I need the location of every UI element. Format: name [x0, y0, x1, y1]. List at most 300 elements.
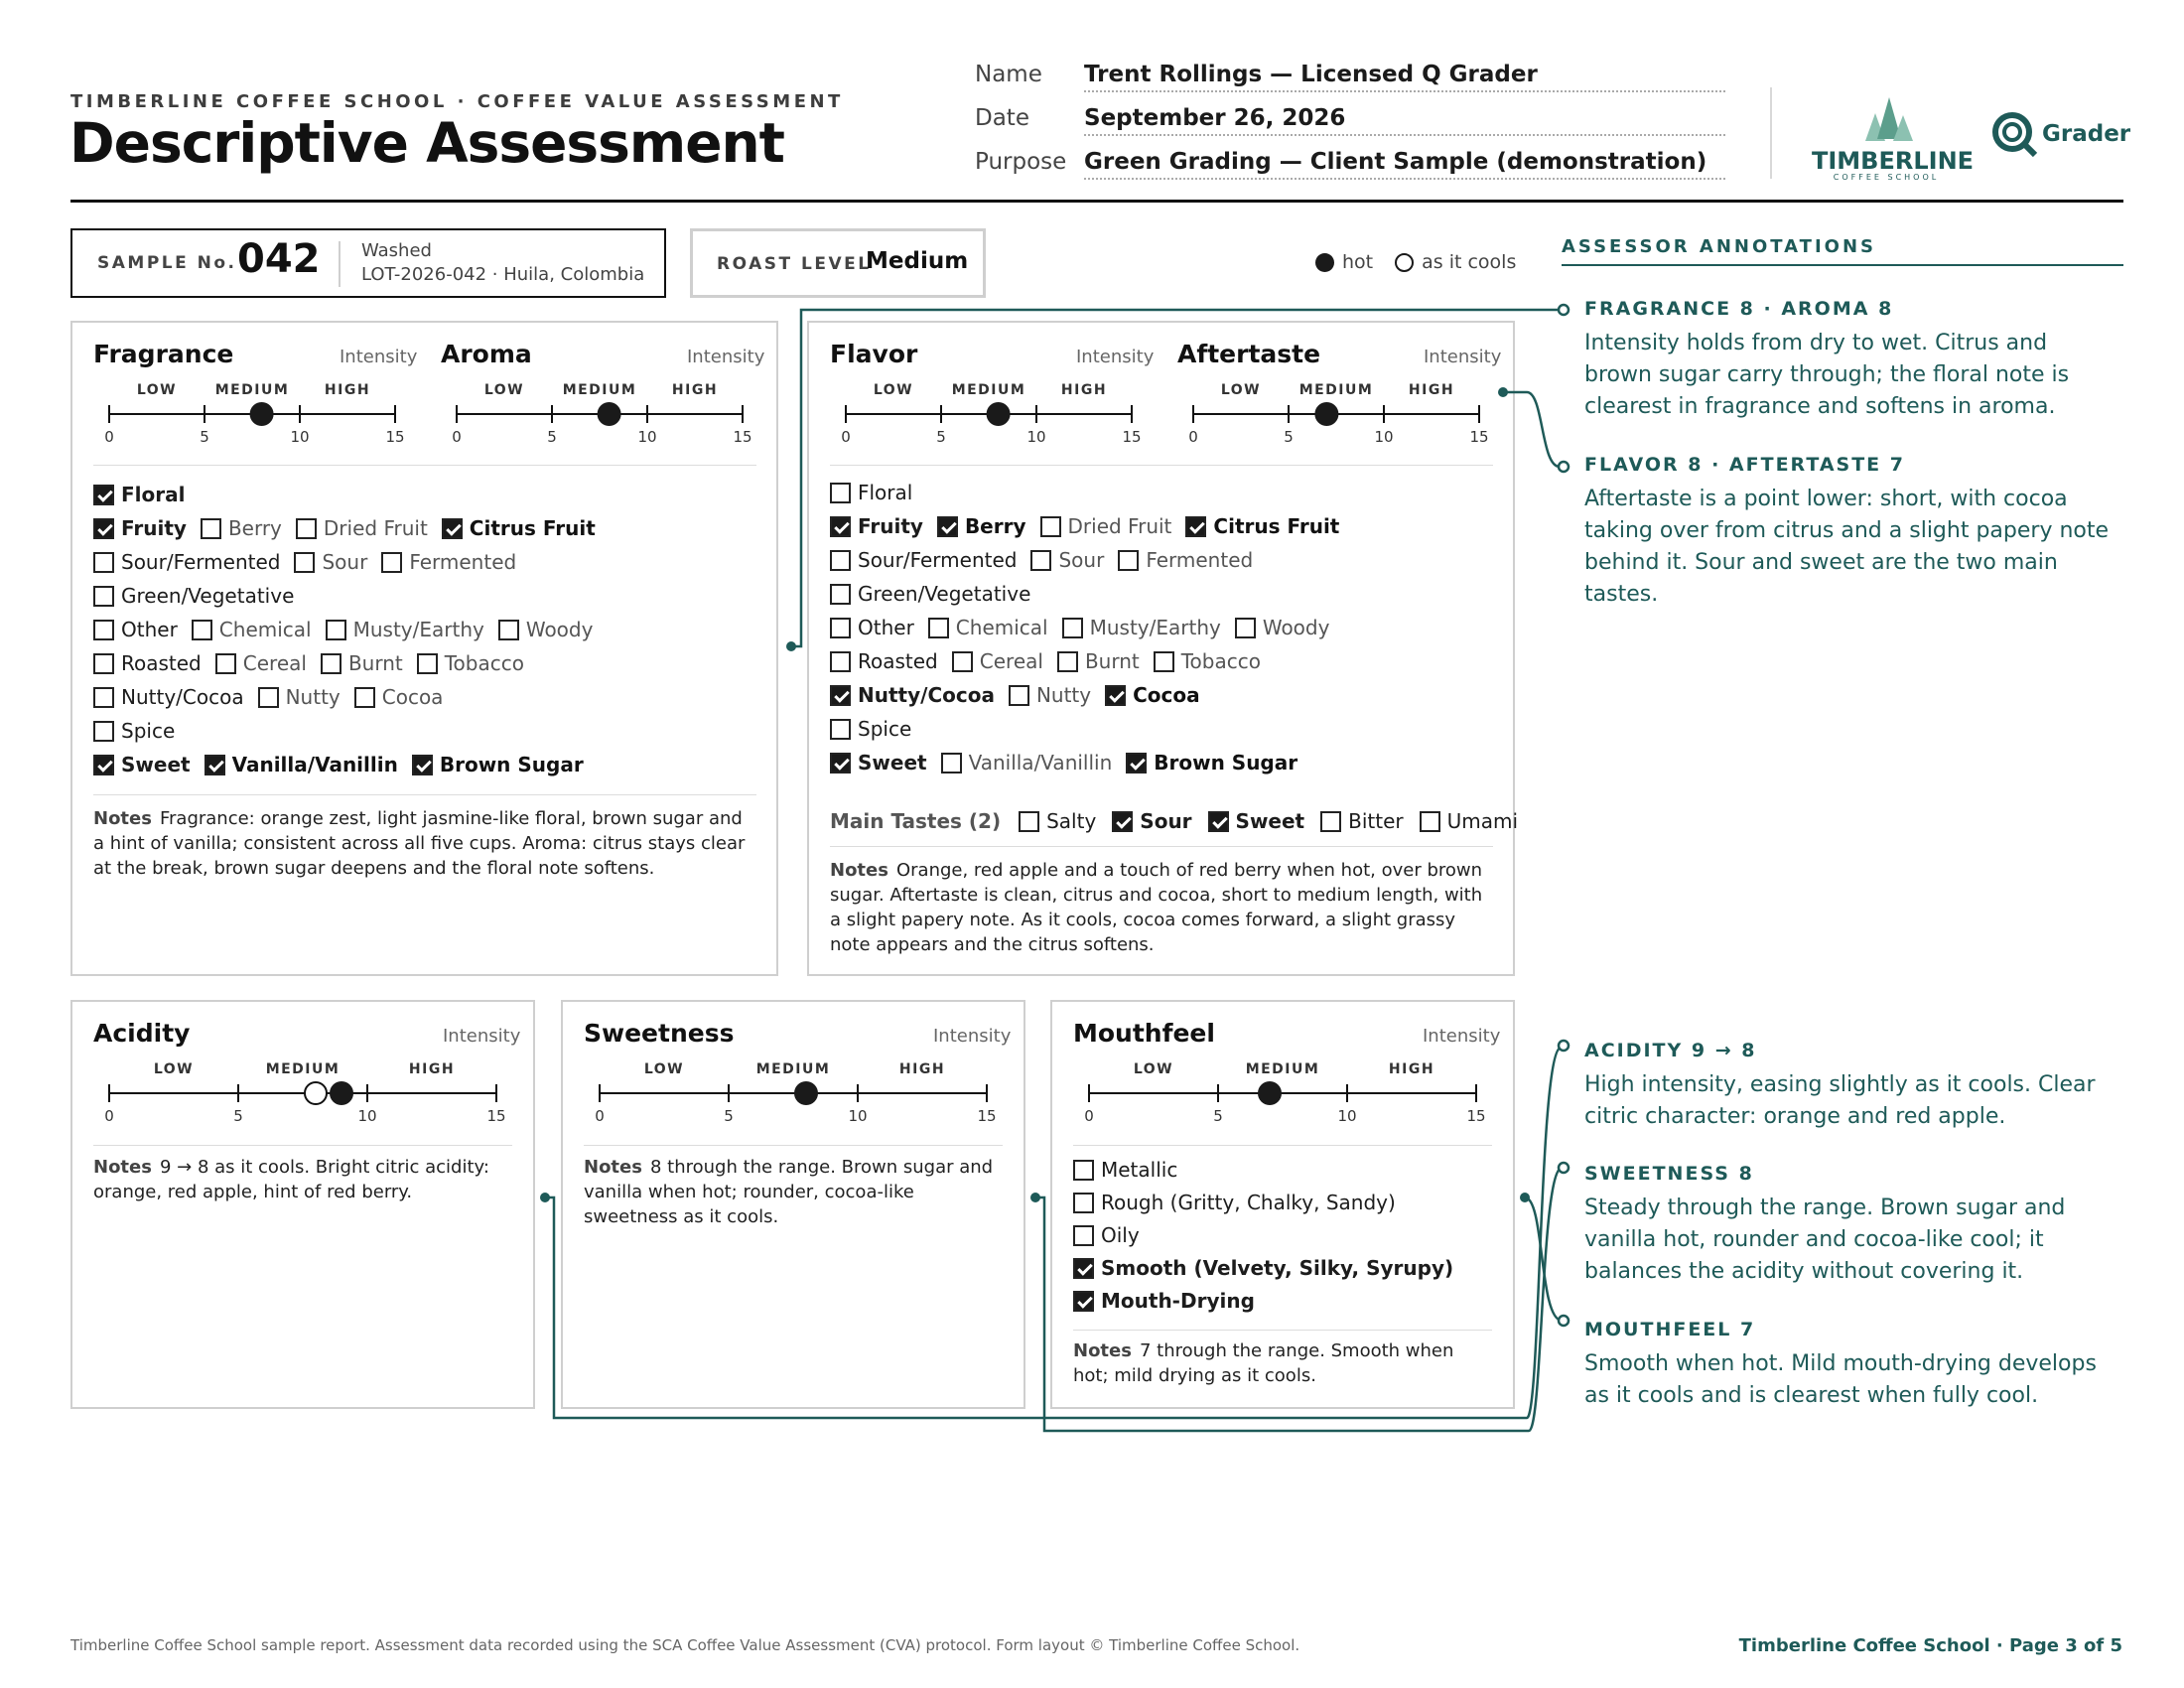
checkbox-label: Smooth (Velvety, Silky, Syrupy): [1101, 1256, 1454, 1280]
checkbox-label: Green/Vegetative: [858, 582, 1031, 606]
checkbox-label: Roasted: [858, 649, 938, 673]
annotations-rule: [1562, 264, 2123, 266]
intensity-label: Intensity: [1423, 1026, 1501, 1047]
fa-attr-roasted[interactable]: [93, 648, 202, 678]
tick-label: 10: [1026, 428, 1046, 446]
header-divider: [1770, 87, 1772, 179]
checkbox-label: Bitter: [1348, 809, 1404, 833]
checkbox-label: Vanilla/Vanillin: [968, 751, 1113, 774]
meta-value[interactable]: Green Grading — Client Sample (demonstration): [1084, 149, 1725, 180]
divider: [1073, 1145, 1492, 1146]
annotation-body: High intensity, easing slightly as it cools. Clear citric character: orange and red apple.: [1584, 1072, 2096, 1129]
checkbox-label: Sour/Fermented: [121, 550, 281, 574]
flavor-title: Flavor: [830, 340, 918, 368]
hot-marker: [250, 402, 274, 426]
checkbox-label: Green/Vegetative: [121, 584, 295, 608]
checkbox-label: Dried Fruit: [1067, 514, 1172, 538]
attribute-row: [830, 680, 1339, 710]
checkbox-label: Mouth-Drying: [1101, 1289, 1255, 1313]
intensity-label: Intensity: [687, 347, 765, 367]
band-label-medium: MEDIUM: [214, 382, 290, 398]
fa-attr-sour[interactable]: [294, 547, 367, 577]
checkbox-label: Umami: [1446, 809, 1519, 833]
fa-attr-sour-fermented[interactable]: [93, 547, 280, 577]
annotation-title: MOUTHFEEL 7: [1584, 1319, 1756, 1340]
meta-date-row: [975, 99, 1725, 141]
tick-label: 0: [452, 428, 462, 446]
band-label-low: LOW: [136, 382, 178, 398]
flavor-attr-woody[interactable]: [1235, 613, 1330, 642]
notes-text: 8 through the range. Brown sugar and vanilla when hot; rounder, cocoa-like sweetness as it cools.: [584, 1157, 994, 1227]
checkbox-icon[interactable]: [294, 552, 315, 573]
annotation-title: ACIDITY 9 → 8: [1584, 1040, 1757, 1061]
tick-label: 0: [841, 428, 851, 446]
checkbox-icon[interactable]: [1320, 811, 1341, 832]
sweetness-notes: [584, 1155, 1003, 1229]
scale-svg: [841, 374, 1152, 446]
band-label-medium: MEDIUM: [951, 382, 1026, 398]
checkbox-label: Cereal: [979, 649, 1043, 673]
flavor-attr-tobacco[interactable]: [1154, 646, 1261, 676]
fa-attr-berry[interactable]: [201, 513, 282, 543]
checkbox-label: Brown Sugar: [439, 753, 584, 776]
tick-label: 5: [1213, 1107, 1223, 1125]
attribute-row: [830, 478, 1339, 507]
checkbox-icon[interactable]: [417, 653, 438, 674]
aroma-intensity-scale: [452, 374, 752, 450]
tick-label: 15: [385, 428, 405, 446]
band-label-medium: MEDIUM: [1298, 382, 1374, 398]
checked-box-icon[interactable]: [93, 485, 114, 505]
tick-label: 10: [290, 428, 310, 446]
checkbox-icon[interactable]: [296, 518, 317, 539]
checkbox-label: Tobacco: [444, 651, 524, 675]
checkbox-icon[interactable]: [93, 552, 114, 573]
tick-label: 15: [486, 1107, 506, 1125]
checkbox-icon[interactable]: [830, 651, 851, 672]
checkbox-label: Sweet: [121, 753, 191, 776]
checkbox-label: Brown Sugar: [1154, 751, 1298, 774]
sample-divider: [339, 241, 341, 287]
notes-text: Fragrance: orange zest, light jasmine-like floral, brown sugar and a hint of vanilla; consistent across all five cups. Aroma: citrus stays clear at the break, brown sugar deepens and the floral note softens.: [93, 808, 746, 879]
band-label-high: HIGH: [671, 382, 719, 398]
flavor-attr-fermented[interactable]: [1118, 545, 1253, 575]
fa-attr-nutty[interactable]: [258, 682, 341, 712]
checkbox-label: Woody: [525, 618, 594, 641]
mouthfeel-attr-smooth[interactable]: [1073, 1253, 1453, 1283]
checkbox-icon[interactable]: [830, 618, 851, 638]
divider: [1073, 1330, 1492, 1331]
taste-umami[interactable]: [1420, 806, 1518, 836]
annotation-body: Intensity holds from dry to wet. Citrus and brown sugar carry through; the floral note is clearest in fragrance and softens in aroma.: [1584, 331, 2070, 419]
checkbox-icon[interactable]: [830, 584, 851, 605]
tick-label: 0: [104, 428, 114, 446]
fa-attr-fermented[interactable]: [381, 547, 516, 577]
tick-label: 15: [1469, 428, 1489, 446]
fa-attr-vanilla-vanillin[interactable]: [205, 750, 398, 779]
tick-label: 5: [724, 1107, 734, 1125]
mouthfeel-title: Mouthfeel: [1073, 1019, 1215, 1048]
flavor-attr-fruity[interactable]: [830, 511, 923, 541]
annotation-body: Aftertaste is a point lower: short, with cocoa taking over from citrus and a slight papery note behind it. Sour and sweet are the two main tastes.: [1584, 487, 2110, 607]
checkbox-icon[interactable]: [258, 687, 279, 708]
checked-box-icon[interactable]: [830, 685, 851, 706]
mouthfeel-intensity-scale: [1084, 1054, 1486, 1129]
meta-name-row: [975, 56, 1725, 97]
tick-label: 5: [936, 428, 946, 446]
tick-label: 15: [1122, 428, 1142, 446]
checkbox-label: Fermented: [1146, 548, 1254, 572]
anchor-ring-icon: [1559, 1041, 1569, 1051]
fa-attr-green-vegetative[interactable]: [93, 581, 294, 611]
checkbox-icon[interactable]: [928, 618, 949, 638]
flavor-attr-dried-fruit[interactable]: [1040, 511, 1172, 541]
anchor-ring-icon: [1559, 462, 1569, 472]
checkbox-icon[interactable]: [354, 687, 375, 708]
fa-attr-woody[interactable]: [498, 615, 594, 644]
checkbox-icon[interactable]: [952, 651, 973, 672]
tick-label: 5: [547, 428, 557, 446]
checkbox-icon[interactable]: [1062, 618, 1083, 638]
checked-box-icon[interactable]: [1073, 1258, 1094, 1279]
fragrance-aroma-attributes: [93, 480, 596, 783]
attribute-row: [830, 511, 1339, 541]
fa-attr-nutty-cocoa[interactable]: [93, 682, 244, 712]
fragrance-intensity-scale: [104, 374, 405, 450]
checkbox-icon[interactable]: [498, 620, 519, 640]
anchor-dot-icon: [1030, 1193, 1040, 1202]
checkbox-icon[interactable]: [1009, 685, 1029, 706]
flavor-attr-citrus-fruit[interactable]: [1185, 511, 1339, 541]
fa-attr-spice[interactable]: [93, 716, 175, 746]
checkbox-label: Fermented: [409, 550, 517, 574]
scale-svg: [104, 1054, 516, 1125]
checked-box-icon[interactable]: [1112, 811, 1133, 832]
checked-box-icon[interactable]: [412, 755, 433, 775]
fa-attr-floral[interactable]: [93, 480, 185, 509]
intensity-label: Intensity: [1424, 347, 1502, 367]
divider: [93, 1145, 512, 1146]
checkbox-icon[interactable]: [93, 721, 114, 742]
main-tastes-label: Main Tastes (2): [830, 809, 1002, 833]
attribute-row: [1073, 1286, 1453, 1316]
checkbox-icon[interactable]: [326, 620, 346, 640]
footer-page-number: Timberline Coffee School · Page 3 of 5: [1738, 1635, 2122, 1656]
attribute-row: [830, 748, 1339, 777]
footer-disclaimer: Timberline Coffee School sample report. Assessment data recorded using the SCA Coffee Value Assessment (CVA) protocol. Form layout © Timberline Coffee School.: [70, 1636, 1300, 1654]
q-grader-icon: [1990, 109, 2040, 159]
acidity-intensity-scale: [104, 1054, 506, 1129]
checkbox-label: Metallic: [1101, 1158, 1178, 1182]
checkbox-icon[interactable]: [93, 687, 114, 708]
meta-value[interactable]: September 26, 2026: [1084, 105, 1725, 136]
attribute-row: [93, 547, 596, 577]
annotation-body: Steady through the range. Brown sugar and vanilla hot, rounder and cocoa-like cool; it balances the acidity without covering it.: [1584, 1196, 2066, 1284]
band-label-low: LOW: [1133, 1061, 1174, 1077]
intensity-label: Intensity: [933, 1026, 1012, 1047]
taste-sweet[interactable]: [1208, 806, 1305, 836]
flavor-attr-sour[interactable]: [1030, 545, 1104, 575]
tick-label: 5: [200, 428, 209, 446]
mouthfeel-attr-mouth-drying[interactable]: [1073, 1286, 1255, 1316]
tick-label: 10: [1337, 1107, 1357, 1125]
mouthfeel-attributes: [1073, 1155, 1453, 1319]
fa-attr-chemical[interactable]: [192, 615, 312, 644]
checkbox-label: Burnt: [1084, 649, 1140, 673]
checkbox-label: Roasted: [121, 651, 202, 675]
band-label-medium: MEDIUM: [1245, 1061, 1320, 1077]
acidity-notes: [93, 1155, 512, 1204]
notes-label: Notes: [830, 860, 888, 881]
checkbox-label: Woody: [1262, 616, 1330, 639]
checkbox-icon[interactable]: [1420, 811, 1440, 832]
intensity-label: Intensity: [340, 347, 418, 367]
logo-wordmark: TIMBERLINE: [1812, 147, 1975, 175]
band-label-high: HIGH: [1388, 1061, 1435, 1077]
fa-attr-fruity[interactable]: [93, 513, 187, 543]
attribute-row: [93, 682, 596, 712]
flavor-attr-floral[interactable]: [830, 478, 912, 507]
tick-label: 10: [1374, 428, 1394, 446]
anchor-ring-icon: [1559, 1316, 1569, 1326]
checkbox-icon[interactable]: [1073, 1225, 1094, 1246]
checkbox-icon[interactable]: [830, 550, 851, 571]
fa-attr-cocoa[interactable]: [354, 682, 444, 712]
checkbox-icon[interactable]: [830, 719, 851, 740]
flavor-attr-sweet[interactable]: [830, 748, 927, 777]
annotation-title: FLAVOR 8 · AFTERTASTE 7: [1584, 454, 1905, 476]
notes-label: Notes: [1073, 1340, 1132, 1361]
band-label-medium: MEDIUM: [265, 1061, 341, 1077]
checkbox-icon[interactable]: [93, 653, 114, 674]
intensity-label: Intensity: [1076, 347, 1155, 367]
anchor-dot-icon: [1520, 1193, 1530, 1202]
tree-icon: [1812, 89, 1961, 145]
flavor-attributes: [830, 478, 1339, 781]
band-label-medium: MEDIUM: [755, 1061, 831, 1077]
band-label-low: LOW: [873, 382, 914, 398]
sweetness-title: Sweetness: [584, 1019, 735, 1048]
flavor-attr-chemical[interactable]: [928, 613, 1048, 642]
checked-box-icon[interactable]: [1126, 753, 1147, 774]
checked-box-icon[interactable]: [93, 755, 114, 775]
cools-marker: [305, 1082, 327, 1104]
legend-hot: hot: [1342, 251, 1374, 273]
page-title: Descriptive Assessment: [69, 111, 784, 175]
anchor-ring-icon: [1559, 305, 1569, 315]
fa-attr-brown-sugar[interactable]: [412, 750, 584, 779]
attribute-row: [830, 579, 1339, 609]
checkbox-icon[interactable]: [1154, 651, 1174, 672]
mouthfeel-attr-rough[interactable]: [1073, 1188, 1396, 1217]
flavor-attr-berry[interactable]: [937, 511, 1026, 541]
fa-attr-other[interactable]: [93, 615, 178, 644]
fa-attr-dried-fruit[interactable]: [296, 513, 428, 543]
checkbox-icon[interactable]: [93, 586, 114, 607]
annotations-heading: ASSESSOR ANNOTATIONS: [1562, 236, 1876, 257]
sample-label: SAMPLE No.: [97, 253, 237, 273]
checkbox-label: Tobacco: [1180, 649, 1261, 673]
checkbox-label: Burnt: [347, 651, 403, 675]
meta-value[interactable]: Trent Rollings — Licensed Q Grader: [1084, 62, 1725, 92]
roast-value: Medium: [866, 248, 969, 274]
checked-box-icon[interactable]: [937, 516, 958, 537]
scale-svg: [104, 374, 415, 446]
checkbox-label: Berry: [227, 516, 282, 540]
checkbox-icon[interactable]: [192, 620, 212, 640]
checkbox-icon[interactable]: [1073, 1193, 1094, 1213]
fa-attr-sweet[interactable]: [93, 750, 191, 779]
tick-label: 10: [637, 428, 657, 446]
aftertaste-title: Aftertaste: [1177, 340, 1321, 368]
roast-badge: [690, 228, 986, 298]
notes-text: Orange, red apple and a touch of red berry when hot, over brown sugar. Aftertaste is clean, citrus and cocoa, short to medium length, with a slight papery note. As it cools, cocoa comes forward, a slight grassy note appears and the citrus softens.: [830, 860, 1483, 955]
checked-box-icon[interactable]: [93, 518, 114, 539]
divider: [93, 465, 756, 466]
checkbox-icon[interactable]: [1019, 811, 1039, 832]
main-tastes-row: [830, 806, 1518, 836]
flavor-attr-spice[interactable]: [830, 714, 911, 744]
attribute-row: [93, 716, 596, 746]
meta-label: Purpose: [975, 149, 1067, 175]
checkbox-label: Floral: [858, 481, 913, 504]
checkbox-label: Chemical: [218, 618, 312, 641]
fa-attr-tobacco[interactable]: [417, 648, 524, 678]
hot-marker: [1314, 402, 1338, 426]
checkbox-icon[interactable]: [1073, 1160, 1094, 1181]
checkbox-label: Vanilla/Vanillin: [231, 753, 398, 776]
flavor-attr-green-vegetative[interactable]: [830, 579, 1030, 609]
taste-sour[interactable]: [1112, 806, 1191, 836]
aroma-title: Aroma: [441, 340, 532, 368]
tick-label: 5: [233, 1107, 243, 1125]
checkbox-label: Musty/Earthy: [352, 618, 484, 641]
fa-attr-citrus-fruit[interactable]: [442, 513, 596, 543]
checkbox-icon[interactable]: [381, 552, 402, 573]
checked-box-icon[interactable]: [1208, 811, 1229, 832]
hot-marker: [1258, 1081, 1282, 1105]
flavor-attr-musty-earthy[interactable]: [1062, 613, 1221, 642]
flavor-attr-cocoa[interactable]: [1105, 680, 1200, 710]
scale-svg: [452, 374, 762, 446]
checkbox-label: Nutty/Cocoa: [121, 685, 244, 709]
checkbox-icon[interactable]: [215, 653, 236, 674]
checkbox-label: Cocoa: [381, 685, 444, 709]
band-label-high: HIGH: [898, 1061, 946, 1077]
checked-box-icon[interactable]: [1105, 685, 1126, 706]
checkbox-label: Floral: [121, 483, 186, 506]
flavor-attr-other[interactable]: [830, 613, 914, 642]
divider: [93, 794, 756, 795]
checked-box-icon[interactable]: [830, 516, 851, 537]
taste-salty[interactable]: [1019, 806, 1096, 836]
fa-attr-musty-earthy[interactable]: [326, 615, 484, 644]
checked-box-icon[interactable]: [830, 753, 851, 774]
leader-line: [1525, 1197, 1562, 1321]
flavor-attr-sour-fermented[interactable]: [830, 545, 1017, 575]
mouthfeel-attr-metallic[interactable]: [1073, 1155, 1177, 1185]
attribute-row: [830, 545, 1339, 575]
checked-box-icon[interactable]: [205, 755, 225, 775]
checked-box-icon[interactable]: [442, 518, 463, 539]
flavor-attr-vanilla-vanillin[interactable]: [941, 748, 1113, 777]
main-tastes-options: [1019, 806, 1518, 836]
checkbox-label: Nutty: [1035, 683, 1092, 707]
checkbox-icon[interactable]: [1030, 550, 1051, 571]
checkbox-icon[interactable]: [201, 518, 221, 539]
mouthfeel-attr-oily[interactable]: [1073, 1220, 1140, 1250]
grader-wordmark: Grader: [2042, 121, 2131, 147]
fa-attr-cereal[interactable]: [215, 648, 307, 678]
scale-svg: [1084, 1054, 1496, 1125]
logo-subtitle: COFFEE SCHOOL: [1833, 173, 1940, 182]
notes-label: Notes: [584, 1157, 642, 1178]
checkbox-icon[interactable]: [1235, 618, 1256, 638]
aftertaste-intensity-scale: [1188, 374, 1489, 450]
checkbox-icon[interactable]: [1118, 550, 1139, 571]
cools-dot-icon: [1395, 253, 1414, 272]
attribute-row: [830, 646, 1339, 676]
taste-bitter[interactable]: [1320, 806, 1404, 836]
checkbox-label: Sour: [322, 550, 368, 574]
checked-box-icon[interactable]: [1073, 1291, 1094, 1312]
attribute-row: [1073, 1155, 1453, 1185]
divider: [584, 1145, 1003, 1146]
sample-number: 042: [237, 236, 321, 282]
checkbox-label: Berry: [964, 514, 1026, 538]
header-rule: [70, 200, 2123, 203]
checkbox-icon[interactable]: [1057, 651, 1078, 672]
band-label-high: HIGH: [1060, 382, 1108, 398]
checkbox-icon[interactable]: [941, 753, 962, 774]
flavor-attr-brown-sugar[interactable]: [1126, 748, 1297, 777]
checkbox-label: Sour: [1140, 809, 1192, 833]
mouthfeel-notes: [1073, 1338, 1492, 1388]
flavor-attr-nutty-cocoa[interactable]: [830, 680, 995, 710]
flavor-intensity-scale: [841, 374, 1142, 450]
notes-text: 7 through the range. Smooth when hot; mild drying as it cools.: [1073, 1340, 1454, 1386]
roast-label: ROAST LEVEL: [717, 254, 872, 274]
flavor-notes: [830, 858, 1493, 957]
tick-label: 15: [977, 1107, 997, 1125]
tick-label: 10: [848, 1107, 868, 1125]
attribute-row: [93, 648, 596, 678]
anchor-ring-icon: [1559, 1163, 1569, 1173]
fa-attr-burnt[interactable]: [321, 648, 403, 678]
tick-label: 0: [104, 1107, 114, 1125]
flavor-attr-roasted[interactable]: [830, 646, 938, 676]
hot-marker: [330, 1081, 353, 1105]
checkbox-label: Oily: [1101, 1223, 1140, 1247]
checkbox-icon[interactable]: [321, 653, 341, 674]
checked-box-icon[interactable]: [1185, 516, 1206, 537]
checkbox-icon[interactable]: [1040, 516, 1061, 537]
checkbox-label: Cereal: [242, 651, 307, 675]
checkbox-icon[interactable]: [830, 483, 851, 503]
checkbox-label: Other: [121, 618, 178, 641]
checkbox-label: Sour: [1058, 548, 1105, 572]
flavor-attr-cereal[interactable]: [952, 646, 1043, 676]
checkbox-label: Cocoa: [1133, 683, 1200, 707]
anchor-dot-icon: [786, 641, 796, 651]
checkbox-label: Rough (Gritty, Chalky, Sandy): [1101, 1191, 1396, 1214]
checkbox-icon[interactable]: [93, 620, 114, 640]
flavor-attr-nutty[interactable]: [1009, 680, 1091, 710]
legend: [1315, 251, 1516, 273]
attribute-row: [93, 750, 596, 779]
tick-label: 0: [1188, 428, 1198, 446]
flavor-attr-burnt[interactable]: [1057, 646, 1140, 676]
